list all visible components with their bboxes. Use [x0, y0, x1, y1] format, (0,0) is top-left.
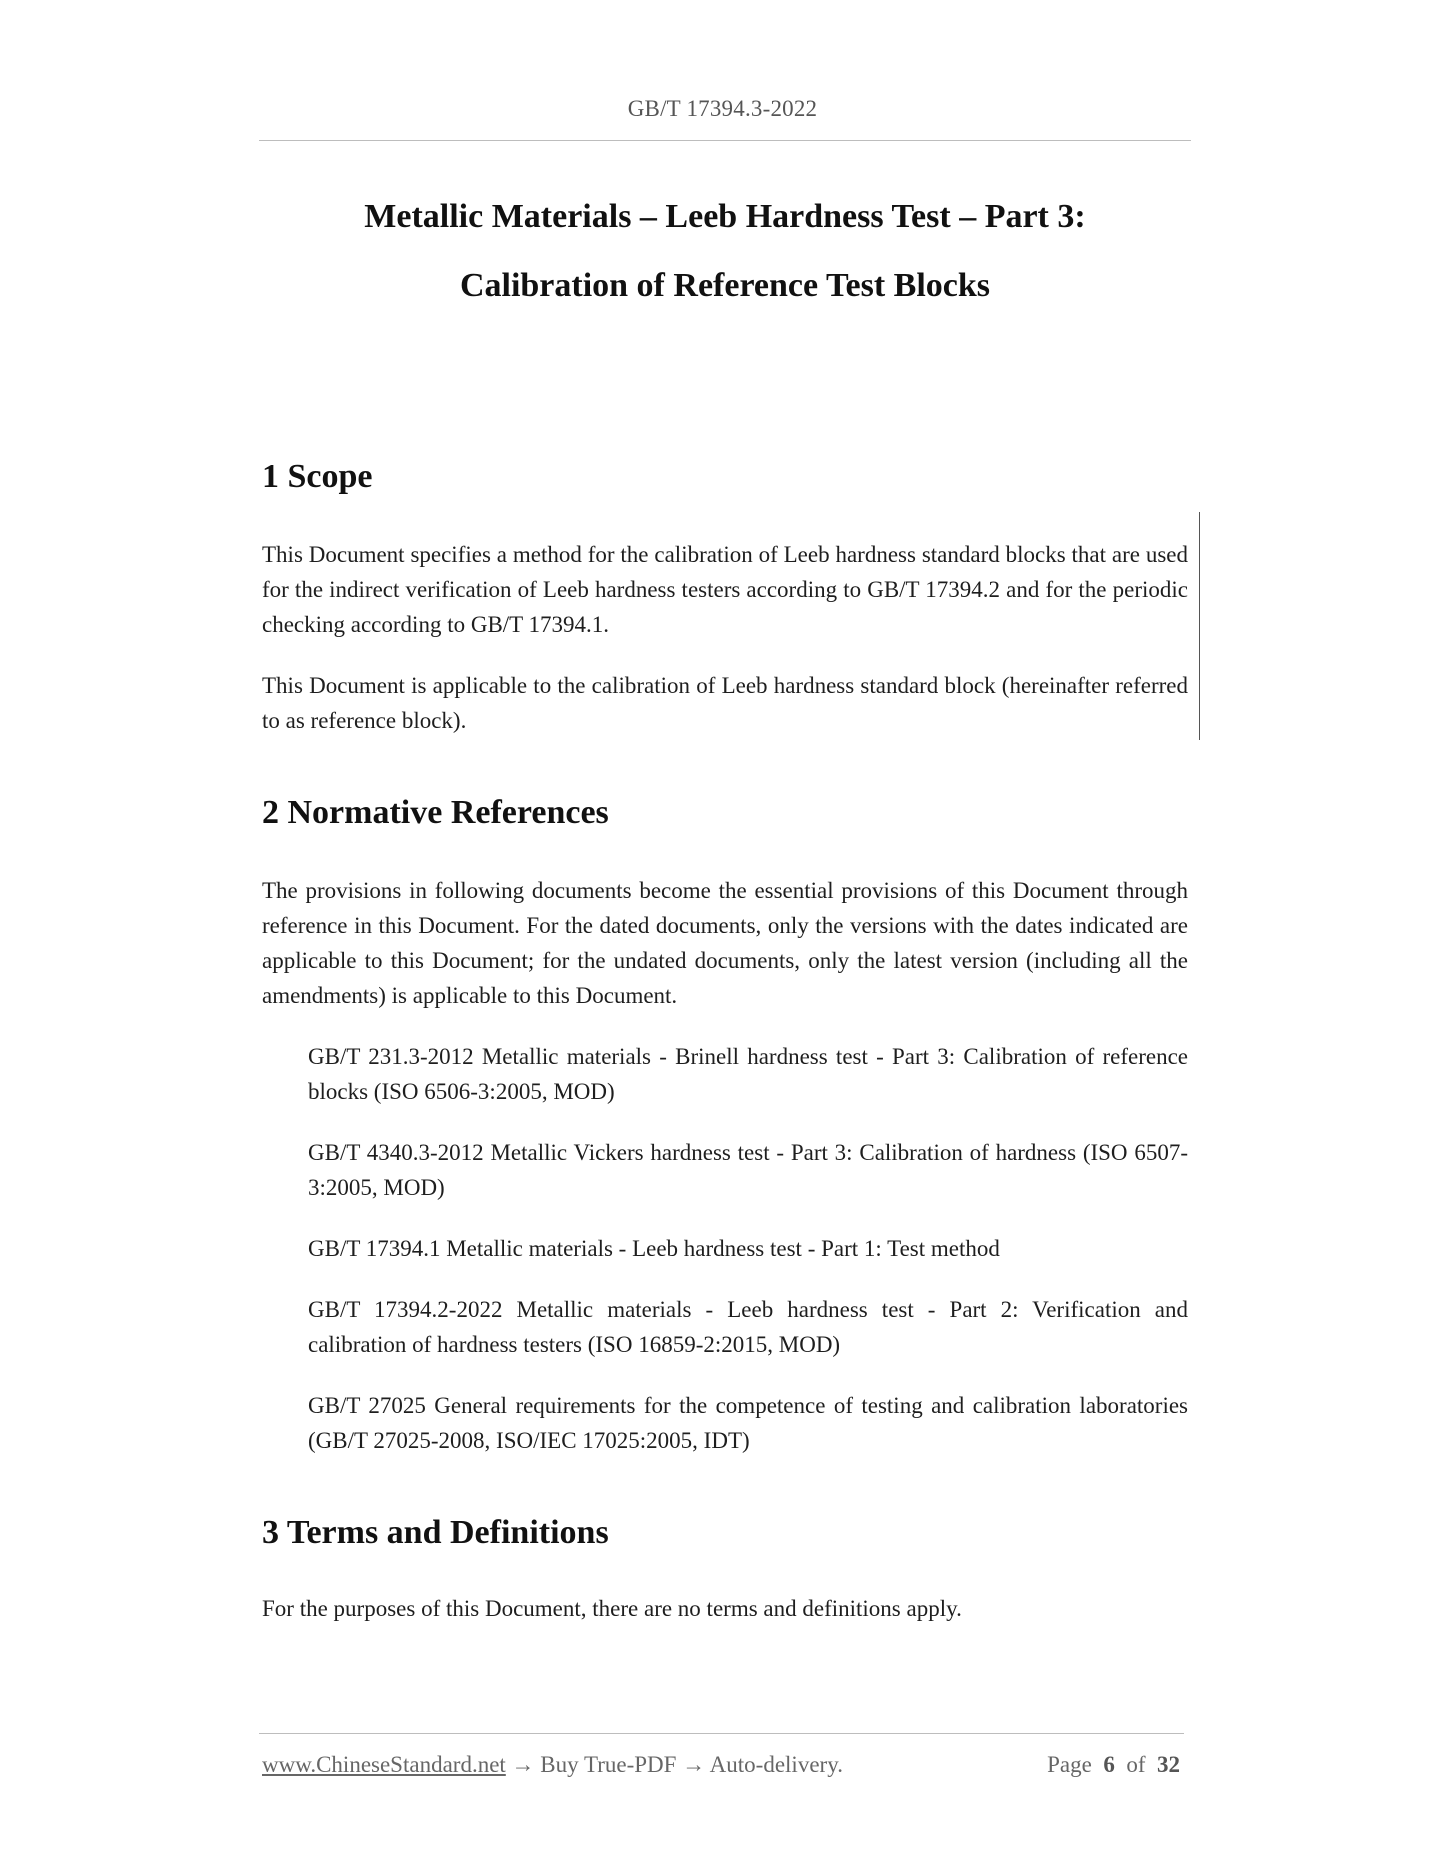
scope-paragraph-1: This Document specifies a method for the calibration of Leeb hardness standard blocks that are used for the indirect verification of Leeb hardness testers according to GB/T 17394.2 and for the periodic checking according to GB/T 17394.1. [262, 542, 1188, 637]
page-footer [262, 1752, 1180, 1782]
reference-item: GB/T 17394.2-2022 Metallic materials - Leeb hardness test - Part 2: Verification and calibration of hardness testers (ISO 16859-2:2015, MOD) [308, 1297, 1188, 1357]
running-header: GB/T 17394.3-2022 [627, 96, 818, 121]
section-heading-terms-definitions: 3 Terms and Definitions [262, 1514, 609, 1551]
current-page: 6 [1103, 1752, 1115, 1777]
auto-delivery-text: Auto-delivery. [709, 1752, 843, 1777]
scope-paragraph-2: This Document is applicable to the calibration of Leeb hardness standard block (hereinafter referred to as reference block). [262, 673, 1188, 733]
total-pages: 32 [1157, 1752, 1180, 1777]
footer-promo [262, 1752, 843, 1778]
reference-item: GB/T 17394.1 Metallic materials - Leeb hardness test - Part 1: Test method [308, 1236, 1000, 1261]
document-title-line-2: Calibration of Reference Test Blocks [459, 267, 991, 304]
reference-item: GB/T 4340.3-2012 Metallic Vickers hardness test - Part 3: Calibration of hardness (ISO 6507-3:2005, MOD) [308, 1140, 1188, 1200]
page-label: Page [1047, 1752, 1092, 1777]
section-heading-scope: 1 Scope [262, 458, 373, 495]
footer-divider [259, 1733, 1184, 1734]
header-divider [259, 140, 1191, 141]
arrow-right-icon: → [511, 1752, 535, 1777]
document-title-line-1: Metallic Materials – Leeb Hardness Test – Part 3: [364, 198, 1086, 235]
page-number [1047, 1752, 1180, 1778]
revision-change-bar [1199, 512, 1200, 740]
buy-true-pdf-text: Buy True-PDF [540, 1752, 677, 1777]
normative-intro-paragraph: The provisions in following documents become the essential provisions of this Document through reference in this Document. For the dated documents, only the versions with the dates indicated are applicable to this Document; for the undated documents, only the latest version (including all the amendments) is applicable to this Document. [262, 878, 1188, 1008]
section-heading-normative-references: 2 Normative References [262, 794, 609, 831]
of-label: of [1126, 1752, 1146, 1777]
arrow-right-icon: → [682, 1752, 706, 1777]
terms-paragraph: For the purposes of this Document, there are no terms and definitions apply. [262, 1596, 962, 1621]
reference-item: GB/T 231.3-2012 Metallic materials - Brinell hardness test - Part 3: Calibration of reference blocks (ISO 6506-3:2005, MOD) [308, 1044, 1188, 1104]
reference-item: GB/T 27025 General requirements for the competence of testing and calibration laboratories (GB/T 27025-2008, ISO/IEC 17025:2005, IDT) [308, 1393, 1188, 1453]
website-link[interactable]: www.ChineseStandard.net [262, 1752, 506, 1777]
